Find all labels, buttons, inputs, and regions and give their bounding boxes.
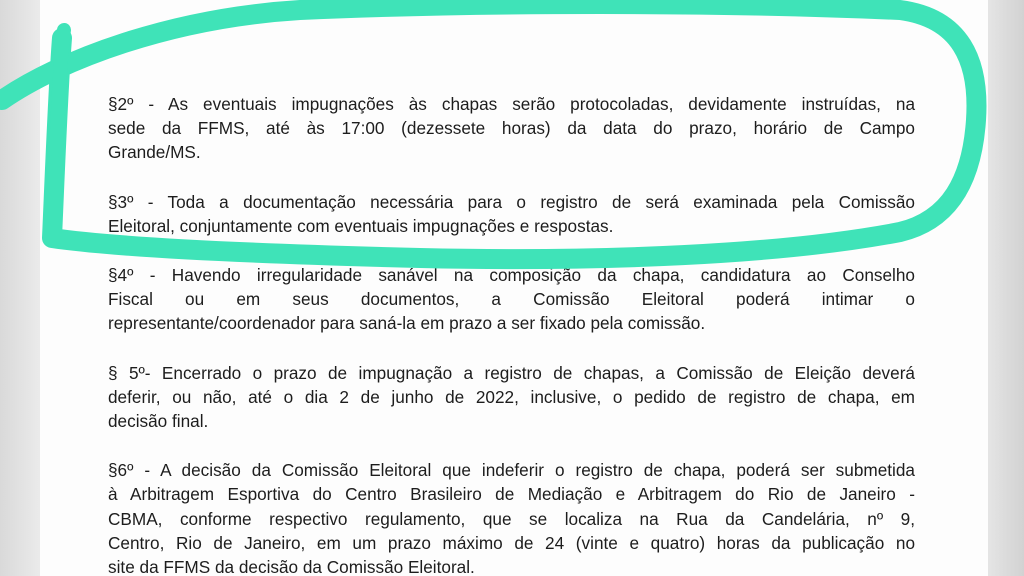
paragraph-line: §3º - Toda a documentação necessária para o registro de será examinada pela Comissão (108, 191, 915, 212)
paragraph-3 (108, 190, 915, 238)
paragraph-6 (108, 458, 915, 576)
paragraph-line: Centro, Rio de Janeiro, em um prazo máximo de 24 (vinte e quatro) horas da publicação no (108, 532, 915, 553)
paragraph-line: §2º - As eventuais impugnações às chapas serão protocoladas, devidamente instruídas, na (108, 94, 915, 114)
paragraph-line: à Arbitragem Esportiva do Centro Brasileiro de Mediação e Arbitragem do Rio de Janeiro - (108, 484, 915, 505)
paragraph-line: Grande/MS. (108, 142, 201, 163)
paragraph-line: site da FFMS da decisão da Comissão Eleitoral. (108, 557, 475, 576)
paragraph-line: § 5º- Encerrado o prazo de impugnação a registro de chapas, a Comissão de Eleição deverá (108, 362, 915, 383)
paragraph-line: representante/coordenador para saná-la em prazo a ser fixado pela comissão. (108, 313, 706, 334)
paragraph-line: sede da FFMS, até às 17:00 (dezessete horas) da data do prazo, horário de Campo (108, 118, 915, 139)
paragraph-line: decisão final. (108, 411, 209, 432)
paragraph-2 (108, 92, 915, 165)
paragraph-line: §4º - Havendo irregularidade sanável na composição da chapa, candidatura ao Conselho (108, 265, 915, 286)
paragraph-line: deferir, ou não, até o dia 2 de junho de 2022, inclusive, o pedido de registro de chapa, em (108, 386, 915, 407)
paragraph-line: Eleitoral, conjuntamente com eventuais impugnações e respostas. (108, 215, 614, 236)
paragraph-line: §6º - A decisão da Comissão Eleitoral que indeferir o registro de chapa, poderá ser submetida (108, 460, 915, 481)
paragraph-4 (108, 263, 915, 336)
paragraph-line: Fiscal ou em seus documentos, a Comissão Eleitoral poderá intimar o (108, 289, 915, 310)
paragraph-5 (108, 361, 915, 434)
document-body (108, 92, 915, 576)
paragraph-line: CBMA, conforme respectivo regulamento, que se localiza na Rua da Candelária, nº 9, (108, 508, 915, 529)
